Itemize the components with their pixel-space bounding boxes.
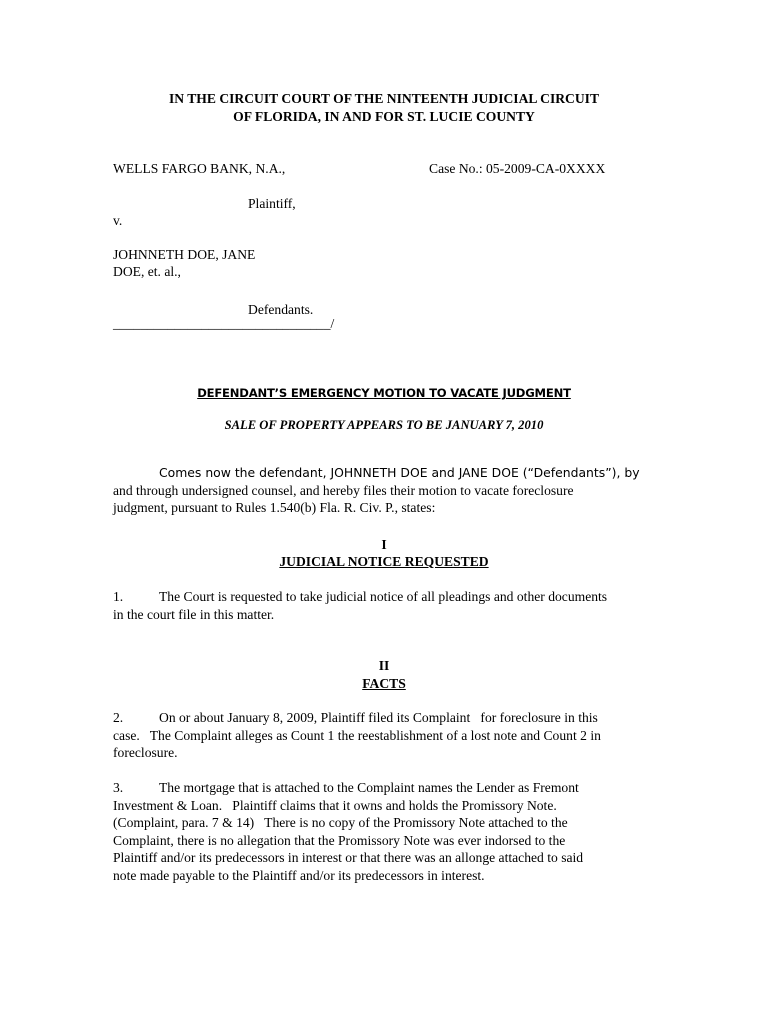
court-heading-line1: IN THE CIRCUIT COURT OF THE NINTEENTH JUDICIAL CIRCUIT [168,91,600,106]
section-numeral-1: I [381,537,387,552]
intro-line1-part1: Comes now the defendant, [159,465,331,480]
defendants-names-line2: DOE, et. al., [113,264,181,279]
paragraph-3 [113,779,673,884]
paragraph-2 [113,709,673,762]
court-heading-line2: OF FLORIDA, IN AND FOR ST. LUCIE COUNTY [233,109,535,124]
motion-title: DEFENDANT’S EMERGENCY MOTION TO VACATE JUDGMENT [197,386,571,400]
paragraph-2-line3: foreclosure. [113,745,178,760]
intro-paragraph [113,464,673,517]
paragraph-1 [113,588,673,623]
paragraph-1-line2: in the court file in this matter. [113,606,275,622]
paragraph-3-line6: note made payable to the Plaintiff and/or its predecessors in interest. [113,867,485,883]
paragraph-3-line2: Investment & Loan. Plaintiff claims that it owns and holds the Promissory Note. [113,797,557,813]
caption-rule-line: ________________________________/ [113,316,335,331]
paragraph-2-line1: On or about January 8, 2009, Plaintiff filed its Complaint for foreclosure in this [159,710,598,725]
paragraph-1-line1: The Court is requested to take judicial notice of all pleadings and other documents [159,589,608,604]
versus: v. [113,213,123,228]
defendants-label: Defendants. [248,302,314,317]
section-numeral-2: II [378,658,390,673]
plaintiff-name: WELLS FARGO BANK, N.A., [113,161,286,176]
intro-line1-part2: JOHNNETH DOE and JANE DOE (“Defendants”), by [330,465,640,480]
paragraph-2-line2: case. The Complaint alleges as Count 1 the reestablishment of a lost note and Count 2 in [113,727,601,743]
intro-line2: and through undersigned counsel, and hereby files their motion to vacate foreclosure [113,482,574,498]
defendants-names-line1: JOHNNETH DOE, JANE [113,247,256,262]
paragraph-3-line1: The mortgage that is attached to the Complaint names the Lender as Fremont [159,780,579,795]
section-heading-1: JUDICIAL NOTICE REQUESTED [279,554,489,569]
paragraph-3-line3: (Complaint, para. 7 & 14) There is no copy of the Promissory Note attached to the [113,815,568,830]
case-number: Case No.: 05-2009-CA-0XXXX [429,161,606,176]
paragraph-2-number: 2. [113,710,124,725]
section-heading-2: FACTS [362,676,406,691]
paragraph-3-number: 3. [113,780,124,795]
plaintiff-label: Plaintiff, [248,196,296,211]
paragraph-3-line4: Complaint, there is no allegation that the Promissory Note was ever indorsed to the [113,832,566,848]
motion-subtitle: SALE OF PROPERTY APPEARS TO BE JANUARY 7, 2010 [224,418,544,432]
paragraph-3-line5: Plaintiff and/or its predecessors in interest or that there was an allonge attached to said [113,850,584,865]
intro-line3: judgment, pursuant to Rules 1.540(b) Fla. R. Civ. P., states: [113,500,436,515]
paragraph-1-number: 1. [113,589,124,604]
